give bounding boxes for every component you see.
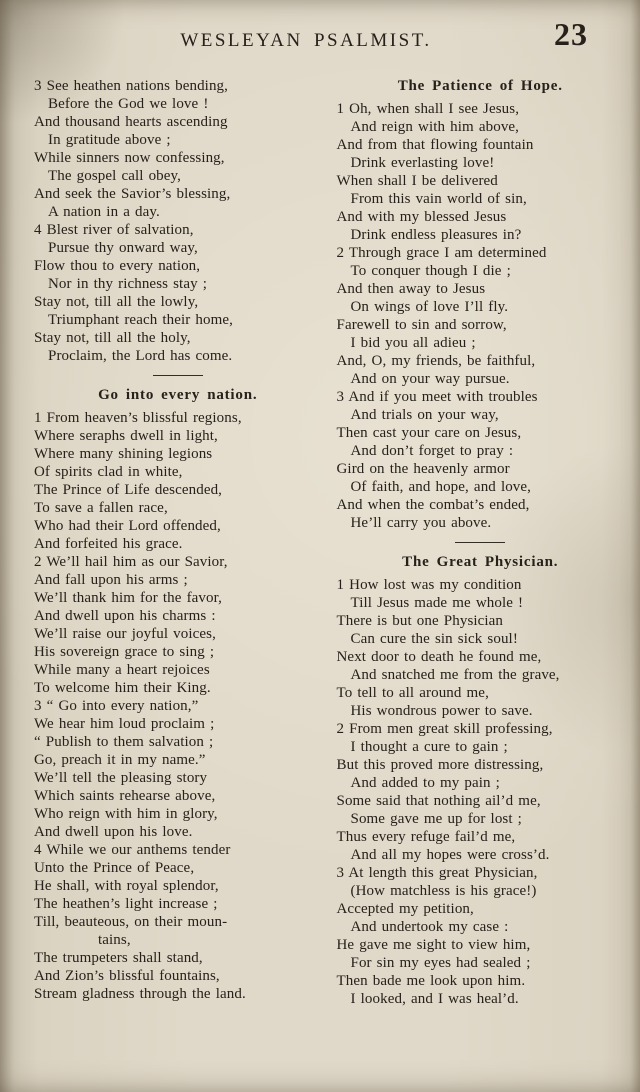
hymn-line: 3 See heathen nations bending, xyxy=(34,78,229,94)
hymn-line: He gave me sight to view him, xyxy=(336,937,531,953)
hymn-line: While sinners now confessing, xyxy=(34,150,225,166)
hymn-line: While many a heart rejoices xyxy=(34,662,210,678)
hymn-line: And thousand hearts ascending xyxy=(34,114,228,130)
hymn-line: In gratitude above ; xyxy=(48,132,171,148)
hymn-line: Stay not, till all the lowly, xyxy=(34,294,199,310)
hymn-line: Gird on the heavenly armor xyxy=(336,461,510,477)
column-right xyxy=(337,77,625,1008)
hymn-line: And then away to Jesus xyxy=(336,281,486,297)
hymn-line: We’ll raise our joyful voices, xyxy=(34,626,216,642)
hymn-line: To tell to all around me, xyxy=(336,685,489,701)
hymn-line: There is but one Physician xyxy=(336,613,504,629)
hymn-line: 1 From heaven’s blissful regions, xyxy=(34,410,242,426)
hymn-line: And all my hopes were cross’d. xyxy=(350,847,550,863)
hymn-line: Then bade me look upon him. xyxy=(336,973,526,989)
hymn-line: And, O, my friends, be faithful, xyxy=(336,353,536,369)
hymn-line: And Zion’s blissful fountains, xyxy=(34,968,220,984)
hymn-line: And forfeited his grace. xyxy=(34,536,183,552)
running-title: WESLEYAN PSALMIST. xyxy=(180,30,432,51)
hymn-line: We hear him loud proclaim ; xyxy=(34,716,215,732)
hymn-line: When shall I be delivered xyxy=(336,173,498,189)
hymn-line: On wings of love I’ll fly. xyxy=(350,299,509,315)
hymn-line: “ Publish to them salvation ; xyxy=(34,734,214,750)
text-columns xyxy=(34,77,624,1008)
hymn-line: Some gave me up for lost ; xyxy=(350,811,522,827)
hymn-title: The Patience of Hope. xyxy=(397,78,563,94)
hymn-line: 2 We’ll hail him as our Savior, xyxy=(34,554,228,570)
hymn-line: To welcome him their King. xyxy=(34,680,211,696)
hymn-line: Accepted my petition, xyxy=(336,901,474,917)
hymn-line: And with my blessed Jesus xyxy=(336,209,507,225)
hymn-line: He’ll carry you above. xyxy=(350,515,492,531)
hymn-line: 2 From men great skill professing, xyxy=(336,721,553,737)
hymn-line: And don’t forget to pray : xyxy=(350,443,514,459)
hymn-line: And trials on your way, xyxy=(350,407,499,423)
hymn-line: Drink endless pleasures in? xyxy=(350,227,522,243)
hymn-line: And snatched me from the grave, xyxy=(350,667,560,683)
hymn-line: 3 At length this great Physician, xyxy=(336,865,538,881)
hymn-line: And seek the Savior’s blessing, xyxy=(34,186,231,202)
hymn-line: tains, xyxy=(98,932,131,948)
hymn-line: 2 Through grace I am determined xyxy=(336,245,547,261)
hymn-line: And on your way pursue. xyxy=(350,371,510,387)
hymn-line: Before the God we love ! xyxy=(48,96,209,112)
hymn-line: And added to my pain ; xyxy=(350,775,500,791)
hymn-line: We’ll tell the pleasing story xyxy=(34,770,208,786)
hymn-line: (How matchless is his grace!) xyxy=(350,883,537,899)
hymn-line: The Prince of Life descended, xyxy=(34,482,223,498)
hymn-line: Pursue thy onward way, xyxy=(48,240,198,256)
hymn-line: Where seraphs dwell in light, xyxy=(34,428,218,444)
hymn-line: I thought a cure to gain ; xyxy=(350,739,508,755)
hymn-line: Stream gladness through the land. xyxy=(34,986,246,1002)
hymn-line: Of spirits clad in white, xyxy=(34,464,183,480)
page-number: 23 xyxy=(554,16,588,52)
column-left xyxy=(34,77,322,1008)
hymn-line: 3 And if you meet with troubles xyxy=(336,389,538,405)
hymn-line: Farewell to sin and sorrow, xyxy=(336,317,507,333)
hymn-line: Who reign with him in glory, xyxy=(34,806,218,822)
hymn-line: 4 Blest river of salvation, xyxy=(34,222,194,238)
hymn-line: Triumphant reach their home, xyxy=(48,312,233,328)
hymn-line: The trumpeters shall stand, xyxy=(34,950,203,966)
hymn-line: Go, preach it in my name.” xyxy=(34,752,206,768)
hymn-line: Nor in thy richness stay ; xyxy=(48,276,207,292)
hymn-line: We’ll thank him for the favor, xyxy=(34,590,222,606)
hymn-title: The Great Physician. xyxy=(402,554,559,570)
hymn-line: Can cure the sin sick soul! xyxy=(350,631,518,647)
hymn-line: Next door to death he found me, xyxy=(336,649,542,665)
hymn-line: His wondrous power to save. xyxy=(350,703,533,719)
hymn-line: 3 “ Go into every nation,” xyxy=(34,698,199,714)
hymn-title: Go into every nation. xyxy=(98,387,258,403)
hymn-line: For sin my eyes had sealed ; xyxy=(350,955,531,971)
hymn-line: To save a fallen race, xyxy=(34,500,168,516)
hymn-line: He shall, with royal splendor, xyxy=(34,878,219,894)
hymn-line: I bid you all adieu ; xyxy=(350,335,476,351)
hymn-line: And dwell upon his charms : xyxy=(34,608,216,624)
hymn-line: To conquer though I die ; xyxy=(350,263,511,279)
hymn-line: And dwell upon his love. xyxy=(34,824,193,840)
section-divider xyxy=(153,375,203,376)
hymn-line: 1 Oh, when shall I see Jesus, xyxy=(336,101,520,117)
hymn-line: 1 How lost was my condition xyxy=(336,577,522,593)
hymn-line: But this proved more distressing, xyxy=(336,757,544,773)
hymn-line: And fall upon his arms ; xyxy=(34,572,188,588)
hymn-line: And when the combat’s ended, xyxy=(336,497,530,513)
hymn-line: Which saints rehearse above, xyxy=(34,788,216,804)
hymn-line: The heathen’s light increase ; xyxy=(34,896,218,912)
section-divider xyxy=(455,542,505,543)
hymn-line: Who had their Lord offended, xyxy=(34,518,221,534)
hymn-line: The gospel call obey, xyxy=(48,168,182,184)
hymn-line: A nation in a day. xyxy=(48,204,160,220)
hymn-line: Till Jesus made me whole ! xyxy=(350,595,524,611)
hymn-line: His sovereign grace to sing ; xyxy=(34,644,215,660)
hymn-line: Then cast your care on Jesus, xyxy=(336,425,522,441)
hymn-line: Till, beauteous, on their moun- xyxy=(34,914,228,930)
hymn-line: Drink everlasting love! xyxy=(350,155,495,171)
hymn-line: And from that flowing fountain xyxy=(336,137,534,153)
hymn-line: And reign with him above, xyxy=(350,119,520,135)
hymn-line: And undertook my case : xyxy=(350,919,509,935)
hymn-line: Proclaim, the Lord has come. xyxy=(48,348,233,364)
hymn-line: Flow thou to every nation, xyxy=(34,258,201,274)
hymn-line: From this vain world of sin, xyxy=(350,191,527,207)
hymn-line: Unto the Prince of Peace, xyxy=(34,860,195,876)
hymn-line: Where many shining legions xyxy=(34,446,213,462)
hymn-line: I looked, and I was heal’d. xyxy=(350,991,519,1007)
hymn-line: Stay not, till all the holy, xyxy=(34,330,191,346)
hymn-line: Thus every refuge fail’d me, xyxy=(336,829,516,845)
hymn-line: 4 While we our anthems tender xyxy=(34,842,231,858)
hymn-line: Some said that nothing ail’d me, xyxy=(336,793,541,809)
hymn-line: Of faith, and hope, and love, xyxy=(350,479,532,495)
